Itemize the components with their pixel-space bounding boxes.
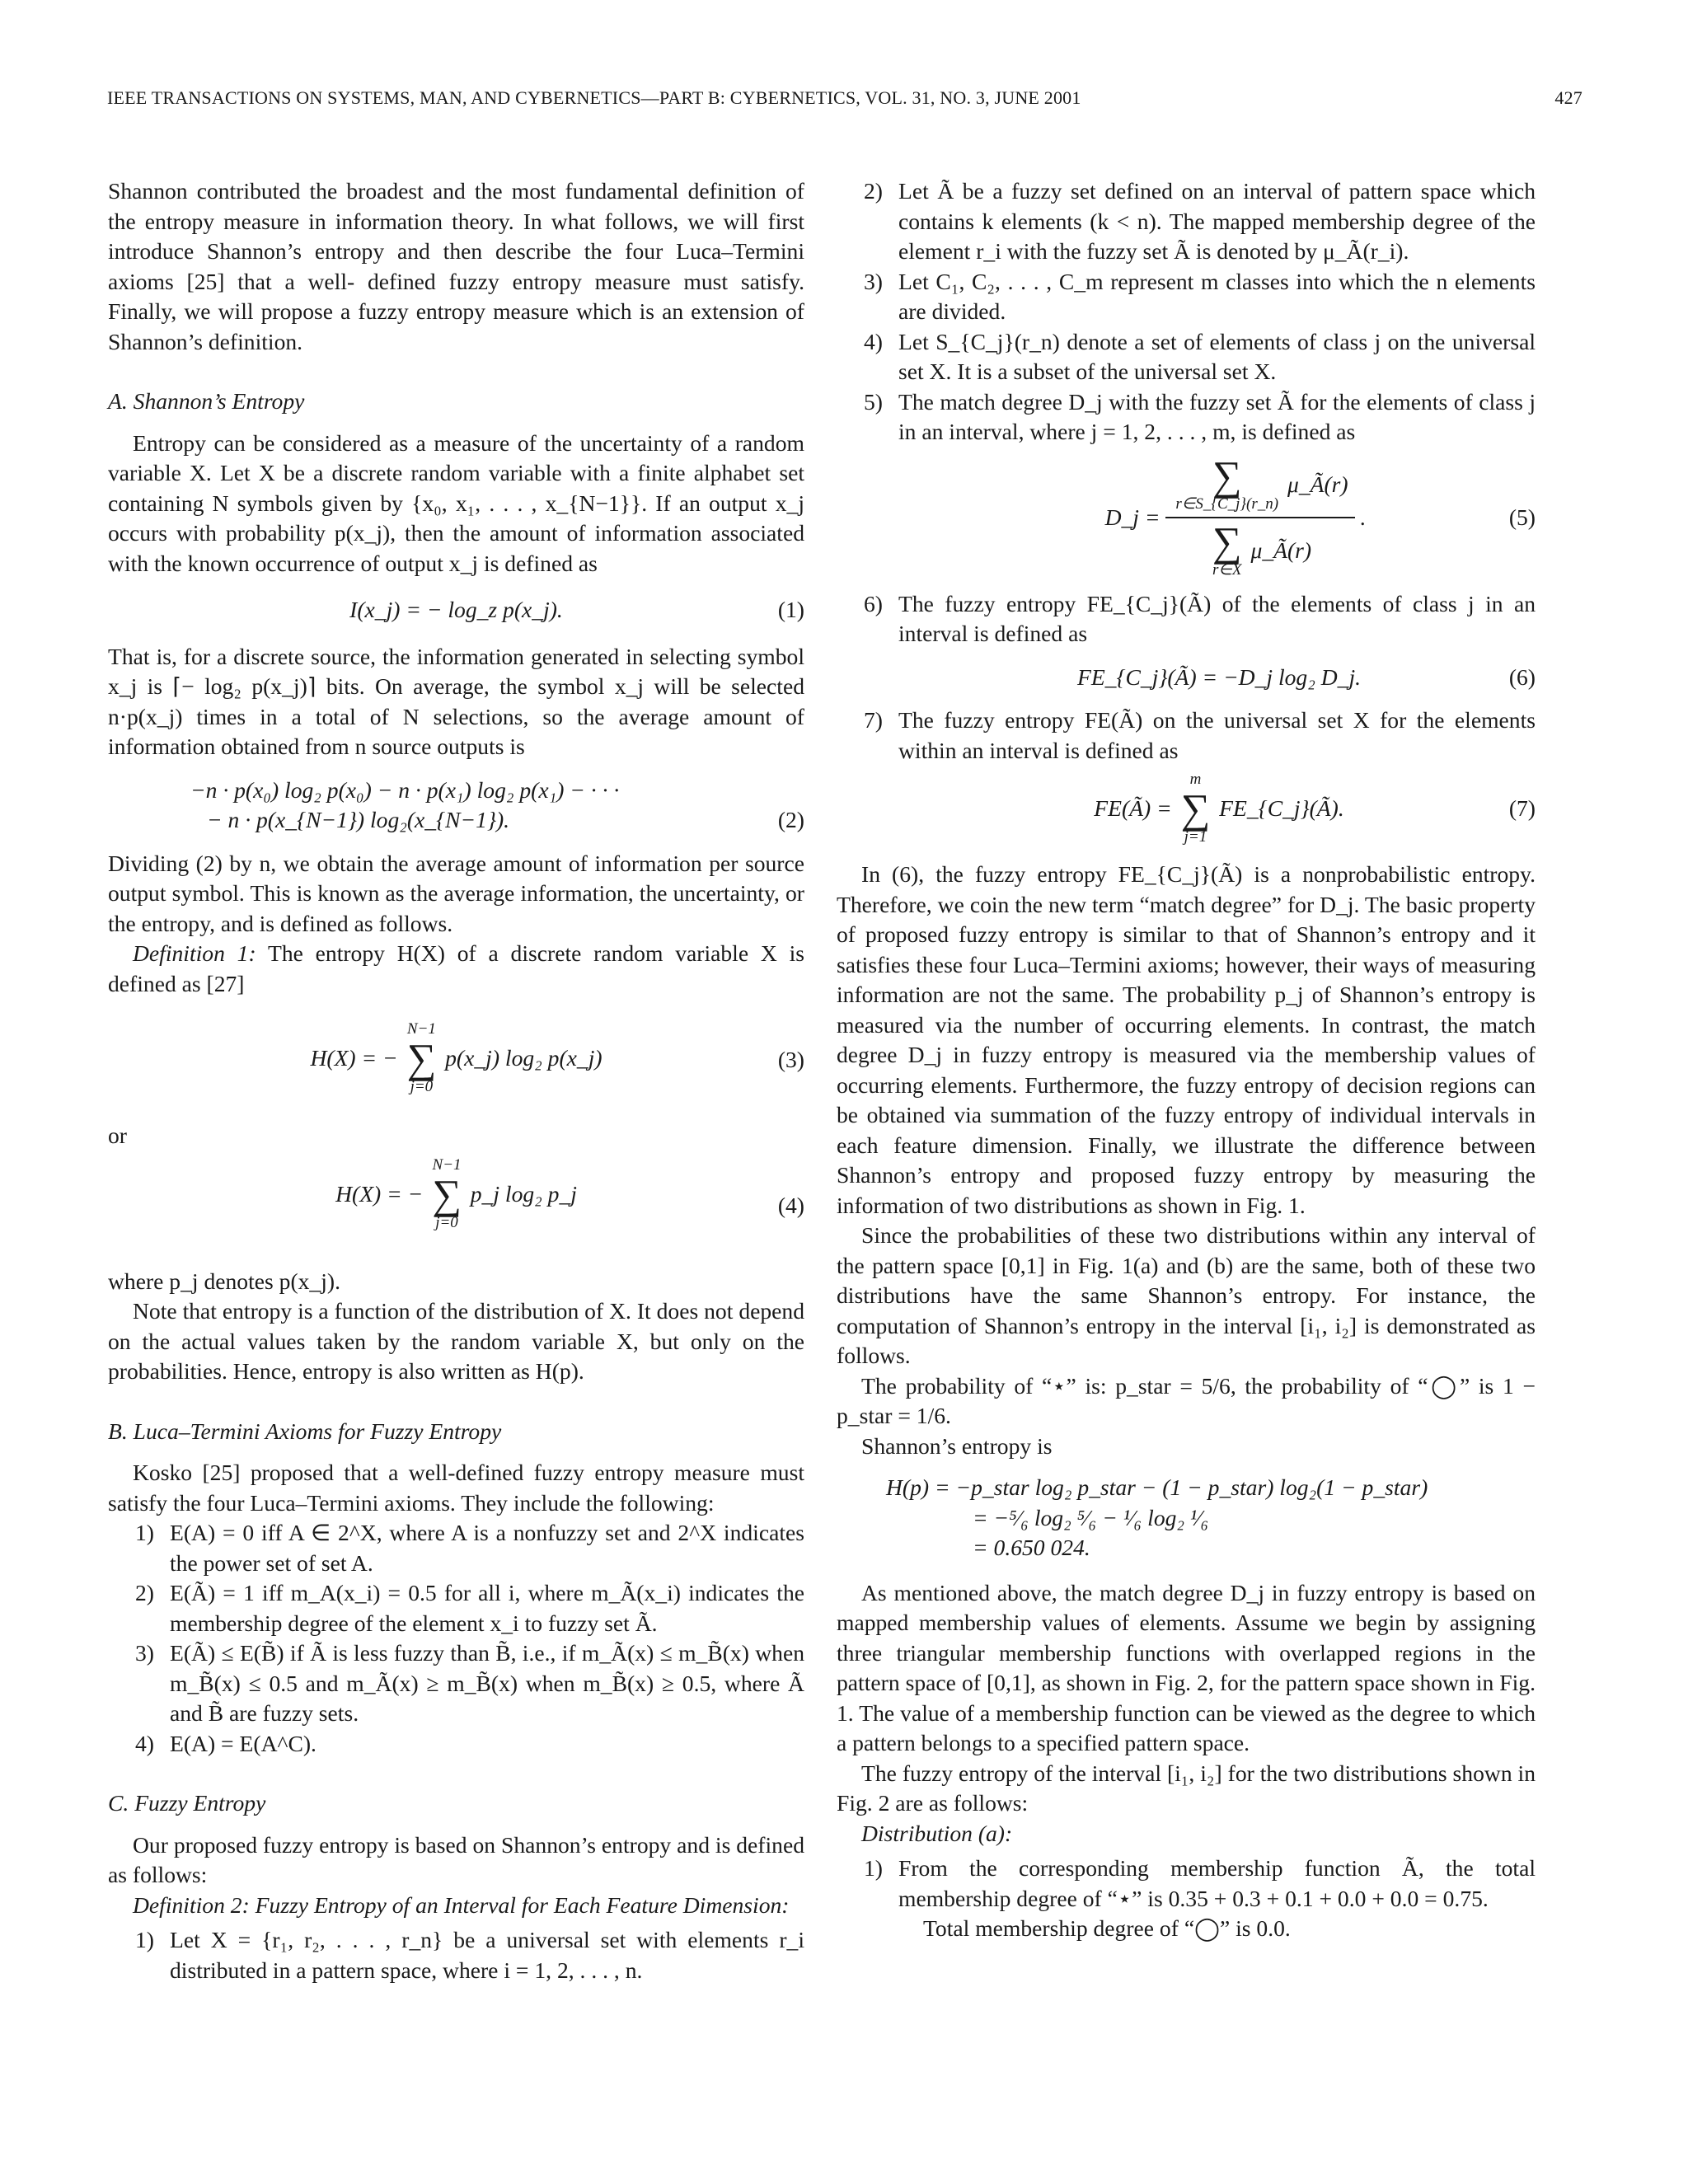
equation-line: −n · p(x₀) log₂ p(x₀) − n · p(x₁) log₂ p(x₁) − · · ·	[190, 776, 620, 803]
section-heading-c: C. Fuzzy Entropy	[108, 1790, 266, 1816]
paragraph: Entropy can be considered as a measure of the uncertainty of a random variable X. Let X be a discrete random variable with a finite alphabet set containing N symbols given by {x₀, x₁, . . . , x_{N−1}}. If an output x_j occurs with probability p(x_j), then the amount of information associated with the known occurrence of output x_j is defined as	[108, 429, 804, 576]
paragraph: Since the probabilities of these two distributions within any interval of the pattern space [0,1] in Fig. 1(a) and (b) are the same, both of these two distributions have the same Shannon’s entropy. For instance, the computation of Shannon’s entropy in the interval [i₁, i₂] is demonstrated as follows.	[837, 1222, 1536, 1368]
definition-list	[108, 1925, 804, 1985]
definition-2: Definition 2: Fuzzy Entropy of an Interval for Each Feature Dimension:	[133, 1891, 790, 1918]
sum-lower-limit: j=0	[435, 1213, 458, 1231]
equation-6	[837, 663, 1536, 693]
definition-list-continued	[837, 705, 1536, 766]
equation-line: = −⁵⁄₆ log₂ ⁵⁄₆ − ¹⁄₆ log₂ ¹⁄₆	[973, 1504, 1209, 1530]
equation-number: (1)	[777, 597, 804, 622]
summation	[1175, 452, 1279, 513]
list-item: 2) E(Ã) = 1 iff m_A(x_i) = 0.5 for all i, where m_Ã(x_i) indicates the membership degree of the element x_i to fuzzy set Ã.	[135, 1580, 804, 1636]
definition-list-continued	[837, 589, 1536, 649]
distribution-heading: Distribution (a):	[861, 1820, 1013, 1846]
sum-upper-limit: N−1	[432, 1155, 462, 1174]
equation-7	[837, 771, 1536, 846]
sigma-symbol: ∑	[1212, 452, 1242, 499]
sum-lower-limit: j=1	[1184, 828, 1207, 846]
equation-lhs: H(X) = −	[335, 1180, 424, 1207]
sum-lower-limit: r∈X	[1212, 560, 1242, 579]
paragraph: Our proposed fuzzy entropy is based on Shannon’s entropy and is defined as follows:	[108, 1831, 804, 1887]
sum-upper-limit: m	[1189, 771, 1202, 788]
right-column	[837, 176, 1536, 1944]
equation-number: (7)	[1508, 794, 1536, 821]
list-item: 2) Let Ã be a fuzzy set defined on an interval of pattern space which contains k elements (k < n). The mapped membership degree of the element r_i with the fuzzy set Ã is denoted by μ_Ã(r_i).	[864, 178, 1536, 264]
summation	[432, 1156, 462, 1232]
sigma-symbol: ∑	[1180, 785, 1211, 832]
list-item: 1) From the corresponding membership function Ã, the total membership degree of “⋆” is 0.35 + 0.3 + 0.1 + 0.0 + 0.0 = 0.75.	[864, 1855, 1536, 1911]
paragraph: The probability of “⋆” is: p_star = 5/6, the probability of “◯” is 1 − p_star = 1/6.	[837, 1372, 1536, 1428]
paragraph: Kosko [25] proposed that a well-defined fuzzy entropy measure must satisfy the four Luca–Termini axioms. They include the following:	[108, 1460, 804, 1516]
list-item: 3) E(Ã) ≤ E(B̃) if Ã is less fuzzy than B̃, i.e., if m_Ã(x) ≤ m_B̃(x) when m_B̃(x) ≤ 0.5 and m_Ã(x) ≥ m_B̃(x) when m_B̃(x) ≥ 0.5, where Ã and B̃ are fuzzy sets.	[135, 1640, 804, 1726]
distribution-list	[837, 1854, 1536, 1914]
list-item: 4) Let S_{C_j}(r_n) denote a set of elements of class j on the universal set X. It is a subset of the universal set X.	[864, 328, 1536, 384]
equation-8	[837, 1473, 1536, 1563]
paragraph: In (6), the fuzzy entropy FE_{C_j}(Ã) is a nonprobabilistic entropy. Therefore, we coin the new term “match degree” for D_j. The basic property of proposed fuzzy entropy is similar to that of Shannon’s entropy and it satisfies these four Luca–Termini axioms; however, their ways of measuring information are not the same. The probability p_j of Shannon’s entropy is measured via the number of occurring elements. In contrast, the match degree D_j in fuzzy entropy is measured via the membership values of occurring elements. Furthermore, the fuzzy entropy of decision regions can be obtained via summation of the fuzzy entropy of individual intervals in each feature dimension. Finally, we illustrate the difference between Shannon’s entropy and proposed fuzzy entropy by measuring the information of two distributions as shown in Fig. 1.	[837, 861, 1536, 1218]
definition-text: The entropy H(X) of a discrete random variable X is defined as [27]	[108, 940, 804, 996]
equation-number: (4)	[777, 1192, 804, 1218]
list-item: 4) E(A) = E(A^C).	[135, 1730, 316, 1756]
equation-5	[837, 452, 1536, 579]
equation-number: (3)	[777, 1046, 804, 1072]
or-text: or	[108, 1122, 127, 1148]
equation-line: − n · p(x_{N−1}) log₂(x_{N−1}).	[207, 807, 510, 832]
equation-body: FE_{C_j}(Ã) = −D_j log₂ D_j.	[1076, 663, 1362, 690]
axiom-list	[108, 1518, 804, 1759]
equation-4	[108, 1156, 804, 1255]
fraction	[1165, 452, 1354, 579]
sum-upper-limit: N−1	[406, 1020, 436, 1038]
equation-line: = 0.650 024.	[973, 1535, 1090, 1560]
equation-number: (2)	[777, 807, 804, 832]
page-number: 427	[1554, 87, 1582, 108]
equation-line: H(p) = −p_star log₂ p_star − (1 − p_star) log₂(1 − p_star)	[886, 1474, 1428, 1500]
equation-lhs: FE(Ã) =	[1094, 794, 1172, 821]
definition-list-continued	[837, 176, 1536, 448]
list-item: 3) Let C₁, C₂, . . . , C_m represent m classes into which the n elements are divided.	[864, 268, 1536, 324]
paragraph: That is, for a discrete source, the information generated in selecting symbol x_j is ⌈− log₂ p(x_j)⌉ bits. On average, the symbol x_j will be selected n·p(x_j) times in a total of N selections, so the average amount of information obtained from n source outputs is	[108, 643, 804, 759]
equation-lhs: H(X) = −	[310, 1044, 398, 1071]
equation-rhs: p(x_j) log₂ p(x_j)	[445, 1044, 603, 1071]
sigma-symbol: ∑	[432, 1170, 462, 1217]
summation	[407, 1020, 437, 1096]
list-item: 5) The match degree D_j with the fuzzy set Ã for the elements of class j in an interval, where j = 1, 2, . . . , m, is defined as	[864, 388, 1536, 444]
denominator-term: μ_Ã(r)	[1250, 537, 1312, 563]
equation-body: I(x_j) = − log_z p(x_j).	[349, 597, 563, 622]
definition-1	[108, 939, 804, 999]
intro-paragraph: Shannon contributed the broadest and the most fundamental definition of the entropy measure in information theory. In what follows, we will first introduce Shannon’s entropy and then describe the four Luca–Termini axioms [25] that a well- defined fuzzy entropy measure must satisfy. Finally, we will propose a fuzzy entropy measure which is an extension of Shannon’s definition.	[108, 178, 804, 354]
paragraph: Dividing (2) by n, we obtain the average amount of information per source output symbol. This is known as the average information, the uncertainty, or the entropy, and is defined as follows.	[108, 850, 804, 936]
paragraph: Shannon’s entropy is	[861, 1432, 1053, 1459]
equation-number: (5)	[1508, 504, 1536, 530]
equation-2	[108, 776, 804, 836]
equation-end: .	[1360, 504, 1367, 530]
sum-lower-limit: r∈S_{C_j}(r_n)	[1175, 494, 1279, 513]
equation-rhs: p_j log₂ p_j	[470, 1180, 577, 1207]
paragraph: Total membership degree of “◯” is 0.0.	[923, 1915, 1291, 1941]
section-heading-b: B. Luca–Termini Axioms for Fuzzy Entropy	[108, 1418, 502, 1444]
fraction-numerator	[1165, 452, 1354, 518]
equation-1	[108, 595, 804, 626]
paragraph: As mentioned above, the match degree D_j in fuzzy entropy is based on mapped membership values of elements. Assume we begin by assigning three triangular membership functions with overlapped regions in the pattern space of [0,1], as shown in Fig. 2, for the pattern space shown in Fig. 1. The value of a membership function can be viewed as the degree to which a pattern belongs to a specified pattern space.	[837, 1579, 1536, 1755]
list-item: 6) The fuzzy entropy FE_{C_j}(Ã) of the elements of class j in an interval is defined as	[864, 590, 1536, 646]
sigma-symbol: ∑	[1212, 518, 1242, 565]
fraction-denominator	[1203, 518, 1318, 579]
paragraph: Note that entropy is a function of the distribution of X. It does not depend on the actual values taken by the random variable X, but only on the probabilities. Hence, entropy is also written as H(p).	[108, 1298, 804, 1384]
left-column	[108, 176, 804, 1985]
sum-lower-limit: j=0	[410, 1078, 434, 1095]
equation-lhs: D_j =	[1104, 504, 1160, 530]
equation-number: (6)	[1508, 663, 1536, 690]
list-item: 1) Let X = {r₁, r₂, . . . , r_n} be a universal set with elements r_i distributed in a pattern space, where i = 1, 2, . . . , n.	[135, 1927, 804, 1983]
running-header: IEEE TRANSACTIONS ON SYSTEMS, MAN, AND CYBERNETICS—PART B: CYBERNETICS, VOL. 31, NO. 3, JUNE 2001	[107, 87, 1081, 108]
equation-rhs: FE_{C_j}(Ã).	[1219, 794, 1344, 821]
paragraph: The fuzzy entropy of the interval [i₁, i₂] for the two distributions shown in Fig. 2 are as follows:	[837, 1760, 1536, 1816]
list-item: 7) The fuzzy entropy FE(Ã) on the universal set X for the elements within an interval is defined as	[864, 707, 1536, 763]
definition-label: Definition 1:	[133, 940, 256, 966]
equation-3	[108, 1010, 804, 1109]
paragraph: where p_j denotes p(x_j).	[108, 1268, 340, 1294]
sigma-symbol: ∑	[406, 1035, 437, 1081]
summation	[1212, 518, 1242, 579]
list-item: 1) E(A) = 0 iff A ∈ 2^X, where A is a nonfuzzy set and 2^X indicates the power set of set A.	[135, 1520, 804, 1576]
summation	[1181, 771, 1211, 846]
section-heading-a: A. Shannon’s Entropy	[108, 388, 305, 414]
numerator-term: μ_Ã(r)	[1287, 471, 1348, 497]
